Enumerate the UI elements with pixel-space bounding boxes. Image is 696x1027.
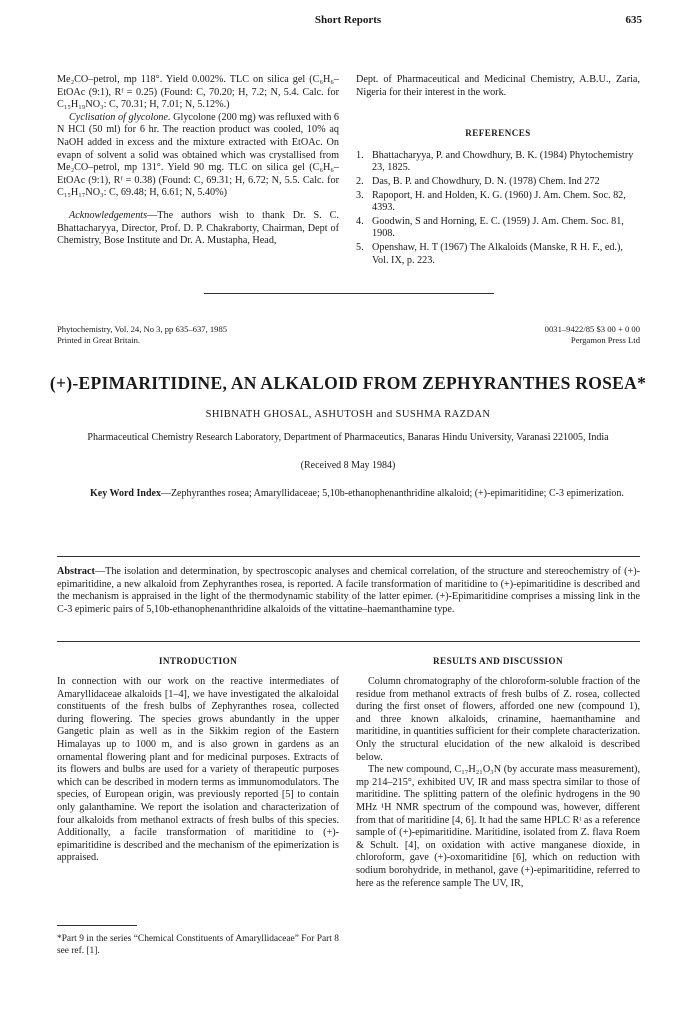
- cyclisation-text: Glycolone (200 mg) was refluxed with 6 N HCl (50 ml) for 6 hr. The reaction product was cooled, 10% aq NaOH added in excess and the mixture extracted with EtOAc. On evapn of solvent a solid was obtained which was crystallised from Me₂CO–petrol, mp 131°. Yield 90 mg. TLC on silica gel (C₆H₆–EtOAc (9:1), Rᶠ = 0.38) (Found: C, 69.31; H, 6.72; N, 5.5. Calc. for C₁₅H₁₇NO₃: C, 69.48; H, 6.61; N, 5.40%): [57, 111, 339, 199]
- experimental-paragraph: Me₂CO–petrol, mp 118°. Yield 0.002%. TLC on silica gel (C₆H₆–EtOAc (9:1), Rᶠ = 0.25) (Found: C, 70.20; H, 7.2; N, 5.4. Calc. for C₁₅H₁₉NO₃: C, 70.31; H, 7.01; N, 5.12%.): [57, 74, 339, 111]
- introduction-column: [57, 676, 339, 865]
- previous-article-right-column: [356, 74, 640, 268]
- results-paragraph-1: Column chromatography of the chloroform-soluble fraction of the residue from methanol extracts of fresh bulbs of Z. rosea, collected during the first onset of flowers, afforded one new (compound 1), and three known alkaloids, crinamine, haemanthamine and maritidine, in quantities sufficient for their complete characterization. Only the structural elucidation of the new alkaloid is described below.: [356, 676, 640, 763]
- running-head: [0, 14, 696, 32]
- page-number: 635: [625, 14, 642, 26]
- reference-item: [356, 190, 640, 215]
- reference-item: [356, 150, 640, 175]
- results-column: [356, 676, 640, 890]
- article-authors: SHIBNATH GHOSAL, ASHUTOSH and SUSHMA RAZDAN: [205, 409, 491, 420]
- reference-text: Rapoport, H. and Holden, K. G. (1960) J. Am. Chem. Soc. 82, 4393.: [372, 189, 626, 214]
- section-divider: [204, 293, 494, 294]
- footnote-rule: [57, 925, 137, 926]
- reference-text: Goodwin, S and Horning, E. C. (1959) J. Am. Chem. Soc. 81, 1908.: [372, 215, 624, 240]
- journal-citation-line: Phytochemistry, Vol. 24, No 3, pp 635–637, 1985: [57, 324, 228, 334]
- acknowledgements-text: —The authors wish to thank Dr. S. C. Bhattacharyya, Director, Prof. D. P. Chakraborty, Chairman, Dept of Chemistry, Bose Institute and Dr. A. Mustapha, Head,: [57, 209, 339, 247]
- footnote: *Part 9 in the series “Chemical Constituents of Amaryllidaceae” For Part 8 see ref. [1].: [57, 934, 339, 956]
- references-heading: REFERENCES: [465, 128, 531, 139]
- results-paragraph-2: The new compound, C₁₇H₂₁O₃N (by accurate mass measurement), mp 214–215°, exhibited UV, IR and mass spectra similar to those of maritidine. The splitting pattern of the olefinic hydrogens in the 90 MHz ¹H NMR spectrum of the compound was, however, different from that of maritidine [4, 6]. It had the same HPLC Rᵗ as a reference sample of (+)-epimaritidine. Maritidine, isolated from Z. flava Roem & Schult. [4], on oxidation with active manganese dioxide, in chloroform, gave (+)-oxomaritidine [6], which on reduction with sodium borohydride, in methanol, gave (+)-epimaritidine, referred to here as the reference sample The UV, IR,: [356, 764, 640, 889]
- issn-price: 0031–9422/85 $3 00 + 0 00: [544, 324, 640, 334]
- reference-text: Openshaw, H. T (1967) The Alkaloids (Manske, R H. F., ed.), Vol. IX, p. 223.: [372, 241, 623, 266]
- keywords: [90, 488, 630, 501]
- reference-number: 1.: [356, 149, 364, 161]
- introduction-text: In connection with our work on the reactive intermediates of Amaryllidaceae alkaloids [1–4], we have investigated the alkaloidal constituents of the fresh bulbs of Zephyranthes rosea, collected during flowering. The species grows abundantly in the upper Gangetic plain as well as in the Sikkim region of the Eastern Himalayas up to 1000 m, and is also grown in gardens as an ornamental flowering plant and for medicinal purposes. Extracts of its flowers and bulbs are used for a variety of therapeutic purposes which can be described in modern terms as immunomodulators. The species, of European origin, was previously reported [5] to contain only galanthamine. We report the isolation and characterization of four alkaloids from methanol extracts of fresh bulbs of this species. Additionally, a facile transformation of maritidine to (+)-epimaritidine is described and the mechanism of the epimerization is appraised.: [57, 676, 339, 864]
- article-affiliation: Pharmaceutical Chemistry Research Laboratory, Department of Pharmaceutics, Banaras Hindu University, Varanasi 221005, India: [87, 432, 609, 443]
- keywords-label: Key Word Index: [90, 488, 161, 499]
- reference-number: 2.: [356, 175, 364, 187]
- results-heading: RESULTS AND DISCUSSION: [433, 656, 563, 666]
- reference-number: 5.: [356, 241, 364, 253]
- publisher-name: Pergamon Press Ltd: [570, 335, 640, 345]
- reference-text: Bhattacharyya, P. and Chowdhury, B. K. (1984) Phytochemistry 23, 1825.: [372, 149, 634, 174]
- running-head-title: Short Reports: [314, 14, 382, 26]
- abstract-text: —The isolation and determination, by spectroscopic analyses and chemical correlation, of the structure and stereochemistry of (+)-epimaritidine, a new alkaloid from Zephyranthes rosea, is reported. A facile transformation of maritidine to (+)-epimaritidine is described and the mechanism is appraised in the light of the thermodynamic stability of the latter epimer. (+)-Epimaritidine comprises a missing link in the C-3 epimeric pairs of 5,10b-ethanophenanthridine alkaloids of the vittatine–haemanthamine type.: [57, 566, 640, 615]
- cyclisation-lead: Cyclisation of glycolone.: [69, 111, 171, 123]
- introduction-heading: INTRODUCTION: [158, 656, 238, 666]
- reference-text: Das, B. P. and Chowdhury, D. N. (1978) Chem. Ind 272: [372, 175, 600, 187]
- acknowledgements: [57, 210, 339, 248]
- journal-citation: [57, 324, 227, 346]
- previous-article-left-column: [57, 74, 339, 248]
- acknowledgements-lead: Acknowledgements: [69, 209, 148, 221]
- abstract-bottom-rule: [57, 641, 640, 642]
- printed-in: Printed in Great Britain.: [57, 335, 141, 345]
- publisher-info: [545, 324, 640, 346]
- reference-item: [356, 242, 640, 267]
- article-title: (+)-EPIMARITIDINE, AN ALKALOID FROM ZEPHYRANTHES ROSEA*: [49, 373, 647, 393]
- abstract-label: Abstract: [57, 566, 95, 577]
- reference-number: 3.: [356, 189, 364, 201]
- reference-item: [356, 176, 640, 189]
- abstract-top-rule: [57, 556, 640, 557]
- reference-number: 4.: [356, 215, 364, 227]
- abstract: [57, 566, 640, 616]
- received-date: (Received 8 May 1984): [300, 460, 396, 471]
- cyclisation-paragraph: [57, 112, 339, 200]
- reference-item: [356, 216, 640, 241]
- keywords-text: —Zephyranthes rosea; Amaryllidaceae; 5,10b-ethanophenanthridine alkaloid; (+)-epimaritidine; C-3 epimerization.: [160, 488, 624, 499]
- acknowledgements-continued: Dept. of Pharmaceutical and Medicinal Chemistry, A.B.U., Zaria, Nigeria for their interest in the work.: [356, 74, 640, 98]
